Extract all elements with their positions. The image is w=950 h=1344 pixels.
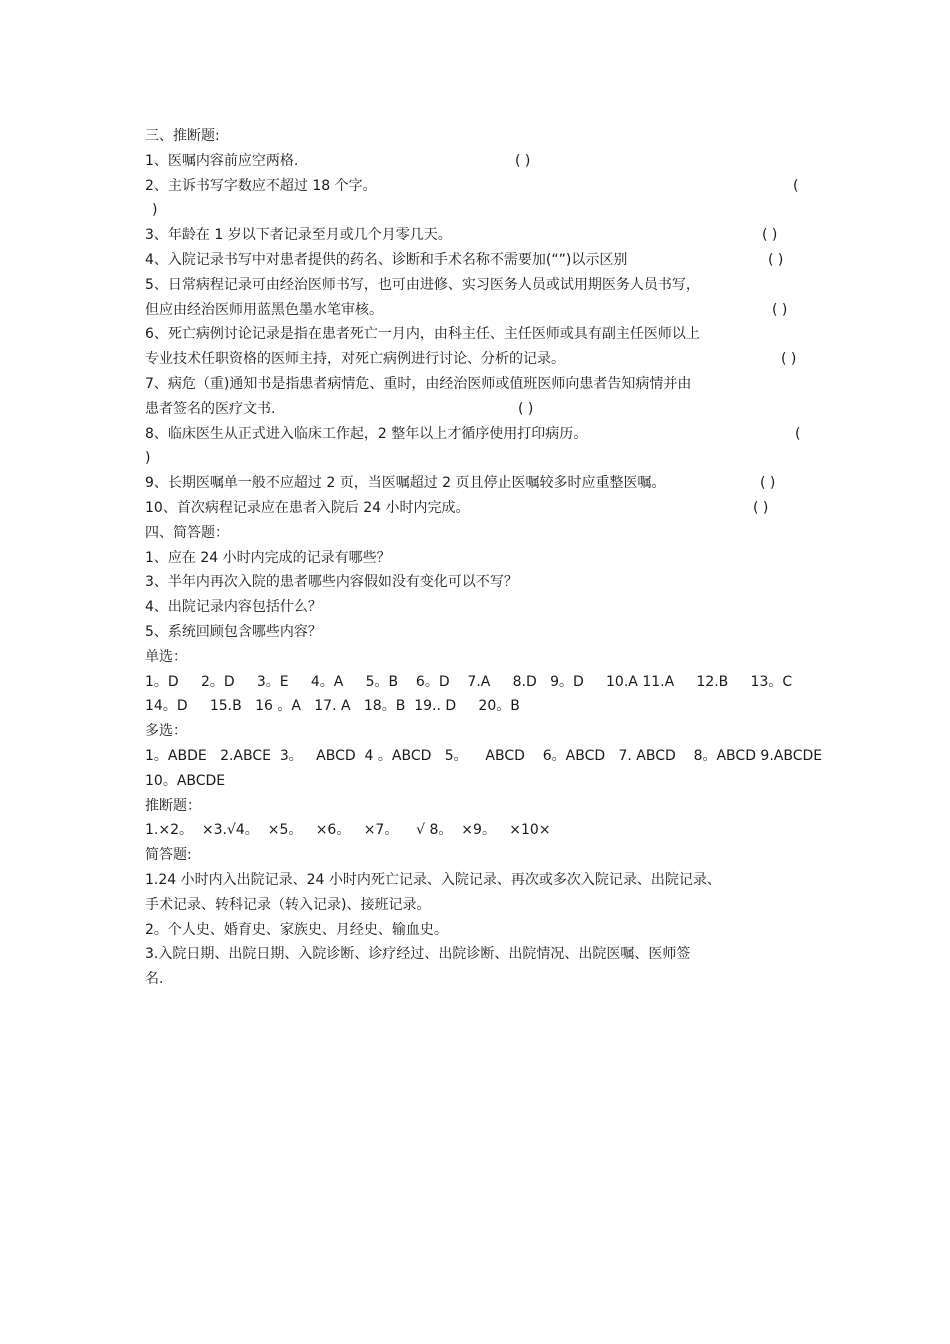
answer-paren: ( ) bbox=[515, 152, 531, 169]
question-2 bbox=[145, 174, 810, 199]
section-heading-judgment: 三、推断题: bbox=[145, 128, 220, 144]
question-text: 但应由经治医师用蓝黑色墨水笔审核。 bbox=[145, 301, 383, 318]
question-5-line-1: 5、日常病程记录可由经治医师书写，也可由进修、实习医务人员或试用期医务人员书写， bbox=[145, 276, 700, 293]
question-1 bbox=[145, 149, 810, 174]
answers-judge-line: 1.×2。 ×3.√4。 ×5。 ×6。 ×7。 √ 8。 ×9。 ×10× bbox=[145, 822, 551, 839]
question-6-line-1: 6、死亡病例讨论记录是指在患者死亡一月内，由科主任、主任医师或具有副主任医师以上 bbox=[145, 326, 700, 343]
question-text: 3、年龄在 1 岁以下者记录至月或几个月零几天。 bbox=[145, 227, 452, 244]
answers-multi-line-1: 1。ABDE 2.ABCE 3。 ABCD 4 。ABCD 5。 ABCD 6。ABCD 7. ABCD 8。ABCD 9.ABCDE bbox=[145, 747, 823, 764]
document-body bbox=[145, 124, 823, 992]
question-4 bbox=[145, 248, 810, 273]
answers-multi-heading: 多选： bbox=[145, 723, 187, 740]
answer-paren: ( ) bbox=[768, 251, 784, 268]
answer-paren: ( ) bbox=[772, 301, 788, 318]
answer-paren: ( ) bbox=[760, 475, 776, 492]
answers-judge-heading: 推断题： bbox=[145, 797, 201, 814]
answer-paren-close: ) bbox=[152, 202, 158, 219]
question-text: 9、长期医嘱单一般不应超过 2 页，当医嘱超过 2 页且停止医嘱较多时应重整医嘱。 bbox=[145, 475, 666, 492]
question-10 bbox=[145, 496, 810, 521]
question-text: 2、主诉书写字数应不超过 18 个字。 bbox=[145, 177, 377, 194]
question-8-continuation bbox=[145, 446, 810, 471]
answer-paren: ( ) bbox=[753, 499, 769, 516]
short-question: 1、应在 24 小时内完成的记录有哪些？ bbox=[145, 549, 391, 566]
answer-paren-close: ) bbox=[145, 450, 151, 467]
short-question: 3、半年内再次入院的患者哪些内容假如没有变化可以不写？ bbox=[145, 574, 518, 591]
answers-single-line-1: 1。D 2。D 3。E 4。A 5。B 6。D 7.A 8.D 9。D 10.A 11.A 12.B 13。C bbox=[145, 673, 793, 690]
question-6-line-2 bbox=[145, 347, 810, 372]
question-2-continuation bbox=[145, 198, 810, 223]
answers-short-3-line-1: 3.入院日期、出院日期、入院诊断、诊疗经过、出院诊断、出院情况、出院医嘱、医师签 bbox=[145, 946, 691, 963]
short-question: 4、出院记录内容包括什么？ bbox=[145, 599, 322, 616]
question-9 bbox=[145, 471, 810, 496]
answers-single-line-2: 14。D 15.B 16 。A 17. A 18。B 19.. D 20。B bbox=[145, 698, 520, 715]
question-text: 8、临床医生从正式进入临床工作起，2 整年以上才循序使用打印病历。 bbox=[145, 425, 588, 442]
answer-paren: ( ) bbox=[518, 400, 534, 417]
answer-paren: ( ) bbox=[762, 227, 778, 244]
answer-paren: ( bbox=[795, 425, 801, 442]
question-3 bbox=[145, 223, 810, 248]
question-7-line-2 bbox=[145, 397, 810, 422]
question-7-line-1: 7、病危（重)通知书是指患者病情危、重时，由经治医师或值班医师向患者告知病情并由 bbox=[145, 375, 692, 392]
question-text: 患者签名的医疗文书. bbox=[145, 400, 276, 417]
section-heading-short-answer: 四、简答题： bbox=[145, 524, 229, 541]
answers-short-3-line-2: 名. bbox=[145, 971, 164, 988]
answers-single-heading: 单选： bbox=[145, 648, 187, 665]
short-question: 5、系统回顾包含哪些内容？ bbox=[145, 623, 322, 640]
question-5-line-2 bbox=[145, 298, 810, 323]
answers-short-1-line-2: 手术记录、转科记录（转入记录)、接班记录。 bbox=[145, 896, 431, 913]
answers-short-1-line-1: 1.24 小时内入出院记录、24 小时内死亡记录、入院记录、再次或多次入院记录、出院记录、 bbox=[145, 871, 721, 888]
answers-short-heading: 简答题: bbox=[145, 847, 192, 864]
question-text: 10、首次病程记录应在患者入院后 24 小时内完成。 bbox=[145, 499, 470, 516]
answer-paren: ( bbox=[793, 177, 799, 194]
question-8 bbox=[145, 422, 810, 447]
answers-short-2: 2。个人史、婚育史、家族史、月经史、输血史。 bbox=[145, 921, 448, 938]
answer-paren: ( ) bbox=[781, 351, 797, 368]
question-text: 4、入院记录书写中对患者提供的药名、诊断和手术名称不需要加(“”)以示区别 bbox=[145, 251, 628, 268]
question-text: 1、医嘱内容前应空两格. bbox=[145, 152, 299, 169]
answers-multi-line-2: 10。ABCDE bbox=[145, 772, 226, 789]
question-text: 专业技术任职资格的医师主持，对死亡病例进行讨论、分析的记录。 bbox=[145, 351, 565, 368]
